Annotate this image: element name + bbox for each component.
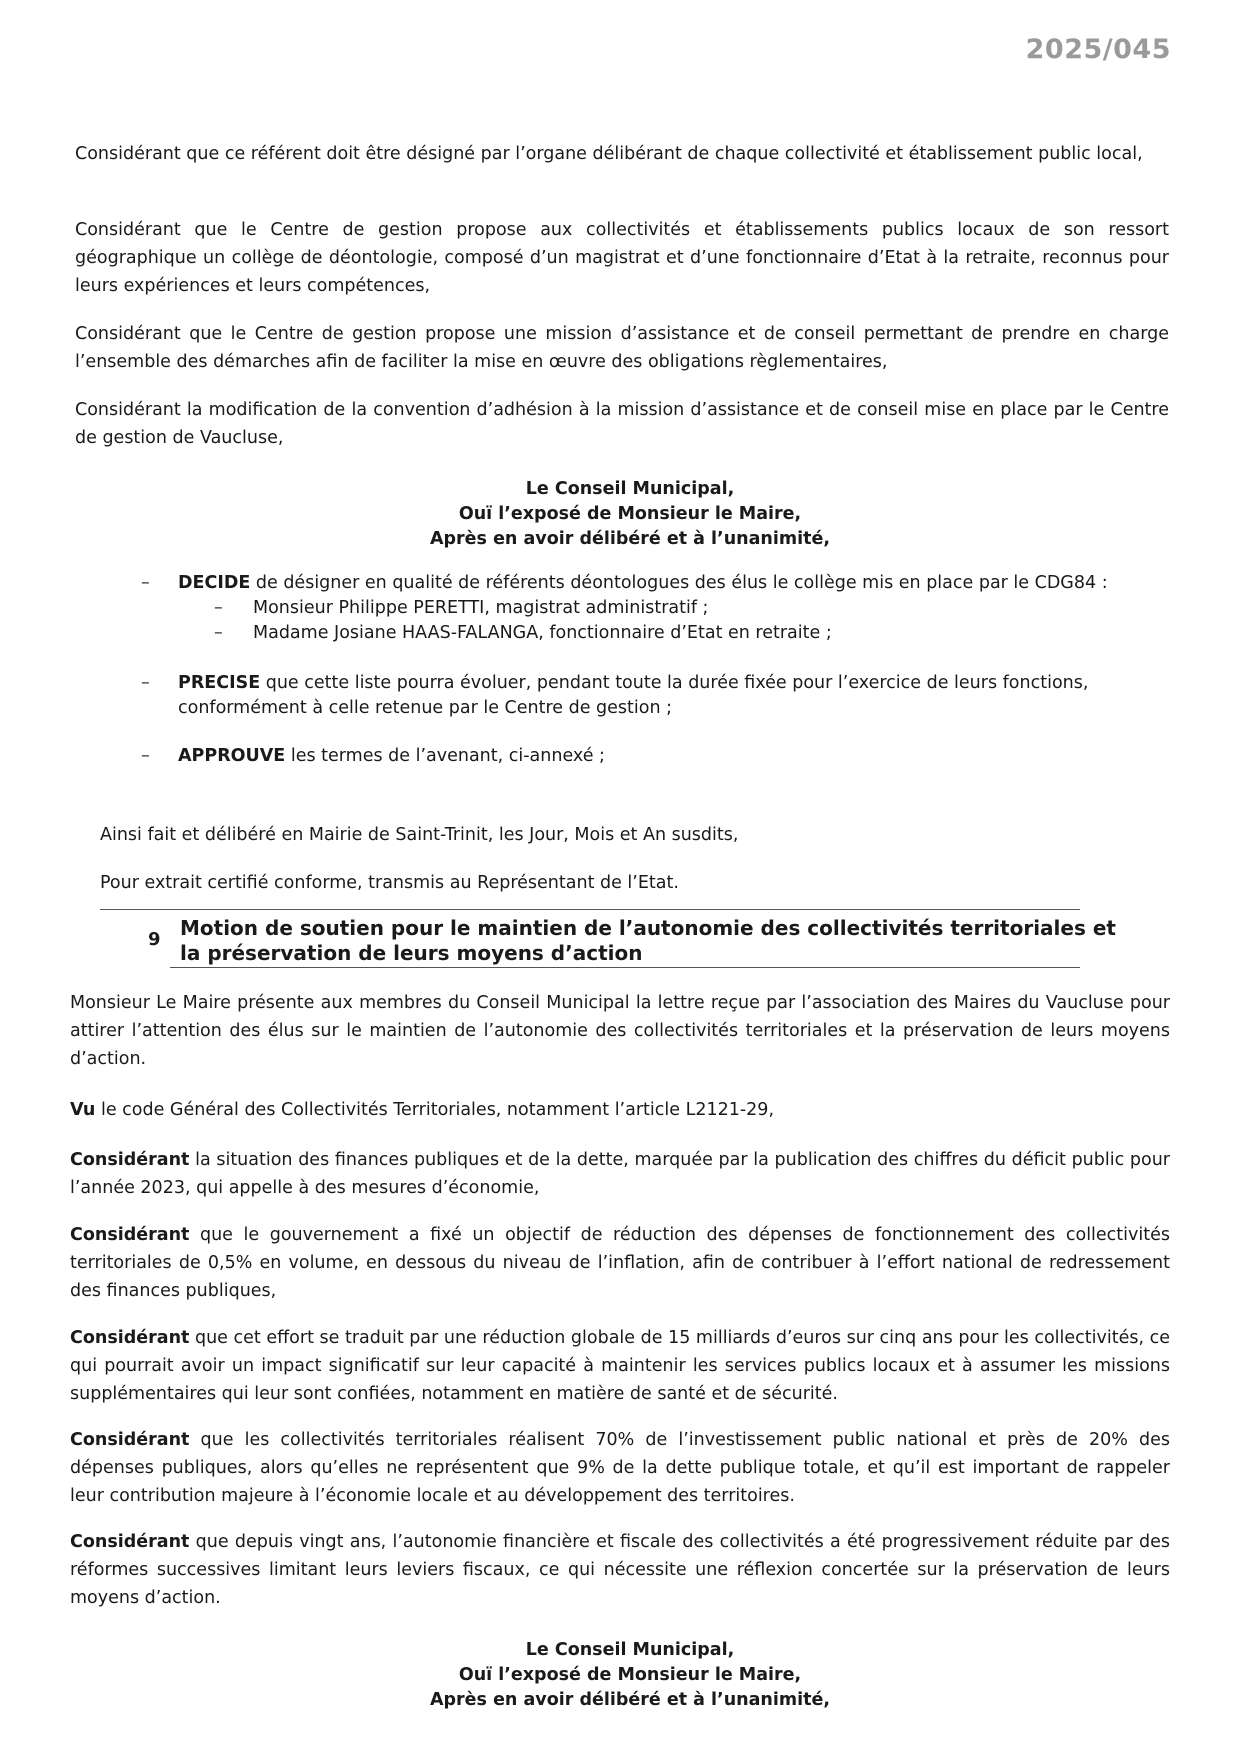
council-line: Ouï l’exposé de Monsieur le Maire, bbox=[458, 1665, 802, 1685]
considerant-paragraph bbox=[70, 1528, 1170, 1612]
decision-text: que cette liste pourra évoluer, pendant toute la durée fixée pour l’exercice de leurs fonctions, conformément à celle retenue par le Centre de gestion ; bbox=[178, 673, 1089, 718]
decision-keyword: APPROUVE bbox=[178, 746, 286, 766]
considerant-paragraph bbox=[70, 1146, 1170, 1202]
dash-bullet: – bbox=[141, 673, 150, 693]
closing-line: Ainsi fait et délibéré en Mairie de Saint-Trinit, les Jour, Mois et An susdits, bbox=[100, 825, 739, 845]
council-line: Le Conseil Municipal, bbox=[525, 1640, 735, 1660]
paragraph-lead: Considérant bbox=[70, 1532, 190, 1552]
decision-item bbox=[141, 744, 1178, 769]
council-heading bbox=[420, 1638, 840, 1713]
divider bbox=[170, 967, 1080, 968]
considerant-paragraph: Considérant que le Centre de gestion propose une mission d’assistance et de conseil permettant de prendre en charge l’ensemble des démarches afin de faciliter la mise en œuvre des obligations règlementaires, bbox=[75, 324, 1169, 372]
section-header bbox=[100, 909, 1116, 969]
section-number: 9 bbox=[148, 929, 161, 950]
referent-item bbox=[214, 596, 709, 621]
considerant-paragraph: Considérant que ce référent doit être désigné par l’organe délibérant de chaque collectivité et établissement public local, bbox=[75, 144, 1143, 164]
paragraph-lead: Considérant bbox=[70, 1150, 190, 1170]
council-line: Après en avoir délibéré et à l’unanimité, bbox=[429, 1690, 830, 1710]
paragraph-lead: Considérant bbox=[70, 1328, 190, 1348]
paragraph-text: le code Général des Collectivités Territoriales, notamment l’article L2121-29, bbox=[95, 1100, 775, 1120]
divider bbox=[100, 909, 1080, 910]
vu-paragraph bbox=[70, 1096, 1170, 1124]
paragraph-lead: Considérant bbox=[70, 1430, 190, 1450]
decision-keyword: DECIDE bbox=[178, 573, 251, 593]
referent-text: Madame Josiane HAAS-FALANGA, fonctionnaire d’Etat en retraite ; bbox=[253, 623, 832, 643]
page-number: 2025/045 bbox=[1025, 34, 1171, 65]
council-heading bbox=[420, 477, 840, 552]
considerant-paragraph: Considérant que le Centre de gestion propose aux collectivités et établissements publics locaux de son ressort géographique un collège de déontologie, composé d’un magistrat et d’une fonctionnaire d’Etat à la retraite, reconnus pour leurs expériences et leurs compétences, bbox=[75, 220, 1169, 296]
paragraph-text: que le gouvernement a fixé un objectif de réduction des dépenses de fonctionnement des collectivités territoriales de 0,5% en volume, en dessous du niveau de l’inflation, afin de contribuer à l’effort national de redressement des finances publiques, bbox=[70, 1225, 1170, 1301]
considerant-paragraph bbox=[70, 1221, 1170, 1305]
referent-text: Monsieur Philippe PERETTI, magistrat administratif ; bbox=[253, 598, 709, 618]
section-title bbox=[180, 916, 1116, 966]
dash-bullet: – bbox=[214, 598, 223, 618]
closing-line: Pour extrait certifié conforme, transmis au Représentant de l’Etat. bbox=[100, 873, 679, 893]
section-title-line: Motion de soutien pour le maintien de l’autonomie des collectivités territoriales et bbox=[180, 916, 1116, 940]
considerant-paragraph bbox=[70, 1324, 1170, 1408]
council-line: Après en avoir délibéré et à l’unanimité, bbox=[429, 529, 830, 549]
council-line: Ouï l’exposé de Monsieur le Maire, bbox=[458, 504, 802, 524]
dash-bullet: – bbox=[141, 573, 150, 593]
paragraph-text: que depuis vingt ans, l’autonomie financière et fiscale des collectivités a été progressivement réduite par des réformes successives limitant leurs leviers fiscaux, ce qui nécessite une réflexion concertée sur la préservation de leurs moyens d’action. bbox=[70, 1532, 1170, 1608]
dash-bullet: – bbox=[141, 746, 150, 766]
decision-text: de désigner en qualité de référents déontologues des élus le collège mis en place par le CDG84 : bbox=[250, 573, 1108, 593]
decision-keyword: PRECISE bbox=[178, 673, 261, 693]
considerant-paragraph bbox=[70, 1426, 1170, 1510]
intro-paragraph: Monsieur Le Maire présente aux membres du Conseil Municipal la lettre reçue par l’association des Maires du Vaucluse pour attirer l’attention des élus sur le maintien de l’autonomie des collectivités territoriales et la préservation de leurs moyens d’action. bbox=[70, 993, 1170, 1069]
decision-text: les termes de l’avenant, ci-annexé ; bbox=[285, 746, 605, 766]
paragraph-text: que cet effort se traduit par une réduction globale de 15 milliards d’euros sur cinq ans pour les collectivités, ce qui pourrait avoir un impact significatif sur leur capacité à maintenir les services publics locaux et à assumer les missions supplémentaires qui leur sont confiées, notamment en matière de santé et de sécurité. bbox=[70, 1328, 1170, 1404]
paragraph-text: la situation des finances publiques et de la dette, marquée par la publication des chiffres du déficit public pour l’année 2023, qui appelle à des mesures d’économie, bbox=[70, 1150, 1170, 1198]
council-line: Le Conseil Municipal, bbox=[525, 479, 735, 499]
dash-bullet: – bbox=[214, 623, 223, 643]
considerant-paragraph: Considérant la modification de la convention d’adhésion à la mission d’assistance et de conseil mise en place par le Centre de gestion de Vaucluse, bbox=[75, 400, 1169, 448]
paragraph-lead: Vu bbox=[70, 1100, 96, 1120]
paragraph-text: que les collectivités territoriales réalisent 70% de l’investissement public national et près de 20% des dépenses publiques, alors qu’elles ne représentent que 9% de la dette publique totale, et qu’il est important de rappeler leur contribution majeure à l’économie locale et au développement des territoires. bbox=[70, 1430, 1170, 1506]
decision-item bbox=[141, 671, 1178, 721]
paragraph-lead: Considérant bbox=[70, 1225, 190, 1245]
section-title-line: la préservation de leurs moyens d’action bbox=[180, 941, 643, 965]
decision-item bbox=[141, 571, 1178, 596]
referent-item bbox=[214, 621, 832, 646]
